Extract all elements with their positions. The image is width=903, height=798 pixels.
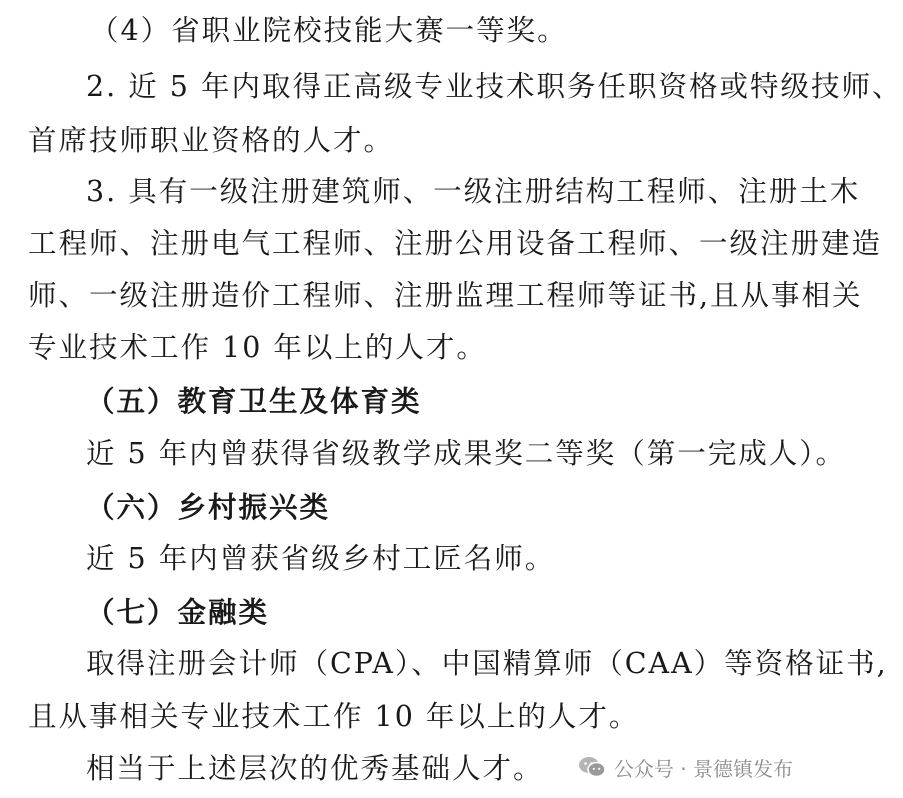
paragraph-line-closing: 相当于上述层次的优秀基础人才。 [86,752,544,785]
paragraph-line-item-2-cont: 首席技师职业资格的人才。 [28,124,395,157]
paragraph-line-education: 近 5 年内曾获得省级教学成果奖二等奖（第一完成人）。 [86,437,847,470]
wechat-watermark [578,747,793,787]
paragraph-line-finance-cont: 且从事相关专业技术工作 10 年以上的人才。 [28,700,640,733]
paragraph-line-item-3-cont1: 工程师、注册电气工程师、注册公用设备工程师、一级注册建造 [28,227,883,260]
paragraph-line-item-3-cont3: 专业技术工作 10 年以上的人才。 [28,331,487,364]
paragraph-line-rural: 近 5 年内曾获省级乡村工匠名师。 [86,542,556,575]
section-heading-education: （五）教育卫生及体育类 [86,384,422,418]
paragraph-line-finance: 取得注册会计师（CPA）、中国精算师（CAA）等资格证书, [86,647,888,680]
watermark-text: 公众号 · 景德镇发布 [613,756,793,781]
wechat-icon [578,756,606,778]
paragraph-line-item-4: （4）省职业院校技能大赛一等奖。 [90,14,568,47]
section-heading-finance: （七）金融类 [86,595,270,629]
paragraph-line-item-2: 2. 近 5 年内取得正高级专业技术职务任职资格或特级技师、 [86,70,903,103]
paragraph-line-item-3-cont2: 师、一级注册造价工程师、注册监理工程师等证书,且从事相关 [28,279,863,312]
section-heading-rural: （六）乡村振兴类 [86,490,331,524]
paragraph-line-item-3: 3. 具有一级注册建筑师、一级注册结构工程师、注册土木 [86,175,861,208]
